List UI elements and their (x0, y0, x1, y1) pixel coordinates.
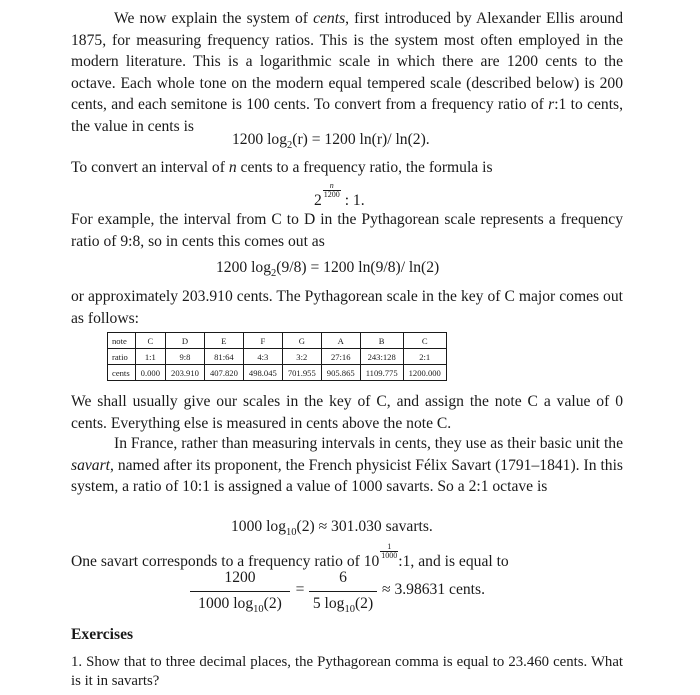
paragraph-savart: In France, rather than measuring intervals in cents, they use as their basic unit the savart, named after its proponent, the French physicist Félix Savart (1791–1841). In this system, a ratio of 10:1 is assigned a value of 1000 savarts. So a 2:1 octave is (71, 435, 623, 496)
paragraph-approx: or approximately 203.910 cents. The Pythagorean scale in the key of C major comes out as follows: (71, 288, 623, 327)
table-cell: 243:128 (360, 349, 403, 365)
table-cell: 1200.000 (403, 365, 446, 381)
table-cell: 905.865 (321, 365, 360, 381)
paragraph-key-of-c: We shall usually give our scales in the key of C, and assign the note C a value of 0 cents. Everything else is measured in cents above the note C. (71, 393, 623, 432)
table-cell: 1109.775 (360, 365, 403, 381)
exercises-heading: Exercises (71, 626, 134, 643)
table-cell: 4:3 (243, 349, 282, 365)
approx-cents: ≈ 3.98631 cents. (382, 581, 485, 598)
table-row-label: note (108, 333, 136, 349)
paragraph-example: For example, the interval from C to D in the Pythagorean scale represents a frequency ratio of 9:8, so in cents this comes out as (71, 211, 623, 250)
table-cell: 27:16 (321, 349, 360, 365)
fraction2-numerator: 6 (339, 569, 347, 586)
table-cell: 203.910 (166, 365, 205, 381)
fraction1-denominator: 1000 $\log_{10}(2)$ (198, 595, 282, 615)
paragraph-cents-intro: We now explain the system of cents, first introduced by Alexander Ellis around 1875, for measuring frequency ratios. This is the system most often employed in the modern literature. This is a logarithmic scale in which there are 1200 cents to the octave. Each whole tone on the modern equal tempered scale (described below) is 200 cents, and each semitone is 100 cents. To convert from a frequency ratio of r:1 to cents, the value in cents is (71, 10, 624, 135)
table-cell: D (166, 333, 205, 349)
table-cell: 498.045 (243, 365, 282, 381)
paragraph-one-savart: One savart corresponds to a frequency ratio of 10 $\frac{1}{1000}$ :1, and is equal to (71, 542, 509, 570)
table-cell: 0.000 (135, 365, 165, 381)
table-row (108, 333, 447, 349)
table-cell: C (403, 333, 446, 349)
table-row-label: cents (108, 365, 136, 381)
table-cell: 81:64 (204, 349, 243, 365)
table-cell: F (243, 333, 282, 349)
table-cell: 701.955 (282, 365, 321, 381)
table-cell: 3:2 (282, 349, 321, 365)
table-cell: E (204, 333, 243, 349)
table-cell: 9:8 (166, 349, 205, 365)
table-cell: 2:1 (403, 349, 446, 365)
table-cell: 407.820 (204, 365, 243, 381)
fraction2-bar (309, 591, 377, 592)
table-row-label: ratio (108, 349, 136, 365)
paragraph-convert: To convert an interval of n cents to a frequency ratio, the formula is (71, 159, 493, 176)
pythagorean-scale-table (107, 332, 447, 381)
table-cell: 1:1 (135, 349, 165, 365)
table-cell: C (135, 333, 165, 349)
fraction2-denominator: 5 $\log_{10}(2)$ (312, 595, 374, 615)
table-row (108, 365, 447, 381)
fraction1-bar (190, 591, 290, 592)
exercise-1: 1. Show that to three decimal places, the Pythagorean comma is equal to 23.460 cents. What is it in savarts? (71, 654, 623, 689)
table-row (108, 349, 447, 365)
fraction1-numerator: 1200 (224, 569, 256, 586)
equals-sign: = (295, 581, 305, 598)
table-cell: G (282, 333, 321, 349)
table-cell: A (321, 333, 360, 349)
table-cell: B (360, 333, 403, 349)
